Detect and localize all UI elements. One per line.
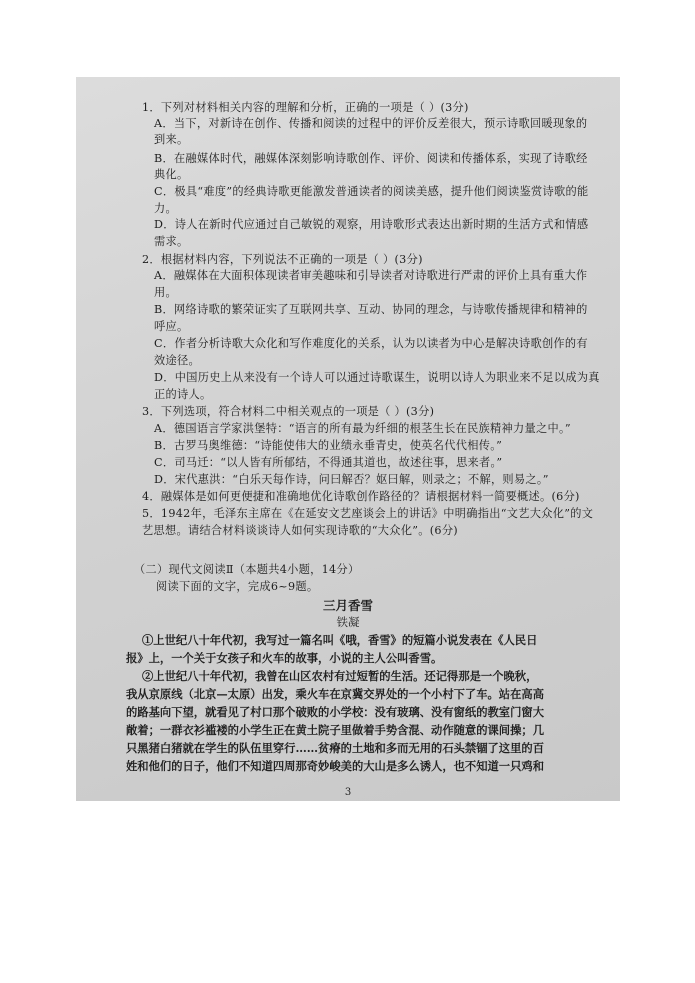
question-3-option-c: C．司马迁：“以人皆有所郁结，不得通其道也，故述往事，思来者。” [154, 456, 503, 469]
question-1-option-c-cont: 力。 [154, 202, 177, 215]
question-2-option-b-cont: 呼应。 [154, 320, 189, 333]
question-3-stem: 3．下列选项，符合材料二中相关观点的一项是（ ）(3分) [142, 405, 435, 418]
section-instruction: 阅读下面的文字，完成6~9题。 [156, 580, 319, 593]
page-number: 3 [344, 787, 352, 798]
question-1-option-d: D．诗人在新时代应通过自己敏锐的观察，用诗歌形式表达出新时期的生活方式和情感 [154, 218, 589, 231]
question-2-option-c-cont: 效途径。 [154, 354, 200, 367]
question-1-stem: 1．下列对材料相关内容的理解和分析，正确的一项是（ ）(3分) [142, 101, 469, 114]
question-2-option-b: B．网络诗歌的繁荣证实了互联网共享、互动、协同的理念，与诗歌传播规律和精神的 [154, 303, 588, 316]
question-1-option-c: C．极具“难度”的经典诗歌更能激发普通读者的阅读美感，提升他们阅读鉴赏诗歌的能 [154, 185, 589, 198]
question-5-line-1: 5．1942年，毛泽东主席在《在延安文艺座谈会上的讲话》中明确指出“文艺大众化”的文 [142, 507, 594, 520]
question-5-line-2: 艺思想。请结合材料谈谈诗人如何实现诗歌的“大众化”。(6分) [142, 524, 458, 537]
exam-page [76, 77, 620, 801]
story-paragraph-2-line-6: 姓和他们的日子，他们不知道四周那奇妙峻美的大山是多么诱人，也不知道一只鸡和 [126, 759, 544, 773]
question-1-option-b: B．在融媒体时代，融媒体深刻影响诗歌创作、评价、阅读和传播体系，实现了诗歌经 [154, 152, 588, 165]
question-1-option-d-cont: 需求。 [154, 235, 189, 248]
question-2-option-c: C．作者分析诗歌大众化和写作难度化的关系，认为以读者为中心是解决诗歌创作的有 [154, 337, 588, 350]
story-paragraph-2-line-3: 的路基向下望，就看见了村口那个破败的小学校：没有玻璃、没有窗纸的教室门窗大 [126, 705, 544, 719]
story-paragraph-2-line-2: 我从京原线（北京—太原）出发，乘火车在京冀交界处的一个小村下了车。站在高高 [126, 687, 544, 701]
story-paragraph-1-line-1: ①上世纪八十年代初，我写过一篇名叫《哦，香雪》的短篇小说发表在《人民日 [142, 633, 538, 647]
question-3-option-a: A．德国语言学家洪堡特：“语言的所有最为纤细的根茎生长在民族精神力量之中。” [154, 422, 571, 435]
story-author: 铁凝 [336, 615, 360, 629]
story-title: 三月香雪 [322, 598, 373, 613]
story-paragraph-2-line-5: 只黑猪白猪就在学生的队伍里穿行……贫瘠的土地和多而无用的石头禁锢了这里的百 [126, 741, 544, 755]
question-3-option-b: B．古罗马奥维德：“诗能使伟大的业绩永垂青史，使英名代代相传。” [154, 439, 503, 452]
story-paragraph-1-line-2: 报》上，一个关于女孩子和火车的故事，小说的主人公叫香雪。 [126, 651, 443, 665]
question-2-stem: 2．根据材料内容，下列说法不正确的一项是（ ）(3分) [142, 253, 423, 266]
section-heading: （二）现代文阅读Ⅱ（本题共4小题，14分） [134, 563, 360, 576]
story-paragraph-2-line-1: ②上世纪八十年代初，我曾在山区农村有过短暂的生活。还记得那是一个晚秋， [142, 669, 538, 683]
question-1-option-a-cont: 到来。 [154, 133, 189, 146]
question-2-option-d: D．中国历史上从来没有一个诗人可以通过诗歌谋生，说明以诗人为职业来不足以成为真 [154, 371, 600, 384]
question-2-option-a: A．融媒体在大面积体现读者审美趣味和引导读者对诗歌进行严肃的评价上具有重大作 [154, 269, 588, 282]
question-3-option-d: D．宋代惠洪：“白乐天每作诗，问曰解否？妪曰解，则录之；不解，则易之。” [154, 473, 549, 486]
question-4: 4．融媒体是如何更便捷和准确地优化诗歌创作路径的？请根据材料一简要概述。(6分) [142, 490, 580, 503]
question-2-option-d-cont: 正的诗人。 [154, 388, 212, 401]
question-1-option-a: A．当下，对新诗在创作、传播和阅读的过程中的评价反差很大，预示诗歌回暖现象的 [154, 117, 588, 130]
question-2-option-a-cont: 用。 [154, 286, 177, 299]
story-paragraph-2-line-4: 敞着；一群衣衫褴褛的小学生正在黄土院子里做着手势含混、动作随意的课间操；几 [126, 723, 544, 737]
question-1-option-b-cont: 典化。 [154, 168, 189, 181]
